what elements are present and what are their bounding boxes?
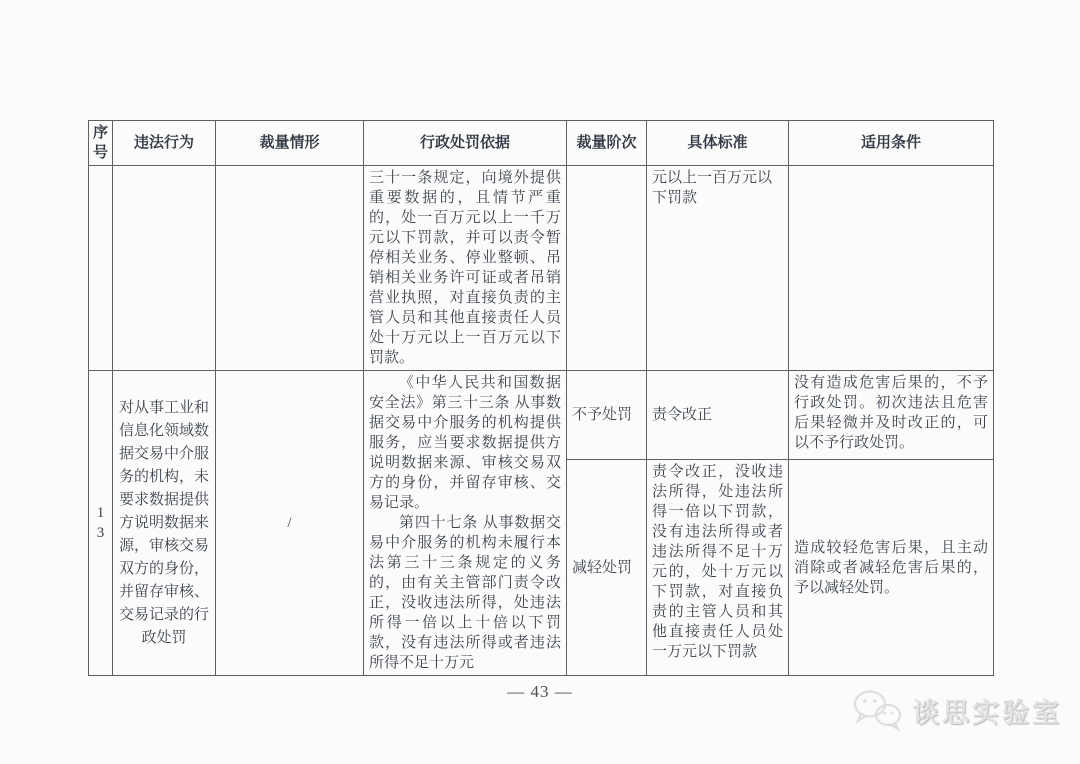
watermark-brand-text: 谈思实验室 [912, 697, 1062, 728]
watermark [852, 688, 1062, 732]
table-row-continuation [89, 166, 994, 371]
cell-serial-number: 13 [89, 371, 113, 676]
cell-condition-no-penalty: 没有造成危害后果的，不予行政处罚。初次违法且危害后果轻微并及时改正的，可以不予行政处罚。 [789, 371, 994, 460]
header-applicable-condition: 适用条件 [789, 121, 994, 166]
cell-condition-reduced-penalty: 造成较轻危害后果，且主动消除或者减轻危害后果的，予以减轻处罚。 [789, 460, 994, 676]
header-serial-number: 序号 [89, 121, 113, 166]
penalty-discretion-table [88, 120, 994, 676]
cell-tier-reduced-penalty: 减轻处罚 [567, 460, 647, 676]
header-discretion-situation: 裁量情形 [216, 121, 364, 166]
cell-tier-no-penalty: 不予处罚 [567, 371, 647, 460]
cell-discretion-situation: / [216, 371, 364, 676]
cell-serial-empty [89, 166, 113, 371]
cell-standard-no-penalty: 责令改正 [647, 371, 789, 460]
table-row-13-subrow-1 [89, 371, 994, 460]
table-header-row [89, 121, 994, 166]
header-specific-standard: 具体标准 [647, 121, 789, 166]
header-penalty-basis: 行政处罚依据 [364, 121, 567, 166]
cell-violation-empty [113, 166, 216, 371]
cell-situation-empty [216, 166, 364, 371]
header-violation: 违法行为 [113, 121, 216, 166]
penalty-basis-paragraph-2: 第四十七条 从事数据交易中介服务的机构未履行本法第三十三条规定的义务的，由有关主管部门责令改正，没收违法所得，处违法所得一倍以上十倍以下罚款，没有违法所得或者违法所得不足十万元 [369, 515, 561, 671]
wechat-bubbles-icon [852, 688, 904, 732]
page-number: — 43 — [507, 682, 573, 701]
cell-tier-empty [567, 166, 647, 371]
cell-specific-standard-continued: 元以上一百万元以下罚款 [647, 166, 789, 371]
penalty-basis-paragraph-1: 《中华人民共和国数据安全法》第三十三条 从事数据交易中介服务的机构提供服务，应当要求数据提供方说明数据来源、审核交易双方的身份，并留存审核、交易记录。 [369, 375, 561, 511]
header-discretion-tier: 裁量阶次 [567, 121, 647, 166]
cell-penalty-basis [364, 371, 567, 676]
cell-violation: 对从事工业和信息化领域数据交易中介服务的机构，未要求数据提供方说明数据来源，审核交易双方的身份，并留存审核、交易记录的行政处罚 [113, 371, 216, 676]
cell-penalty-basis-continued: 三十一条规定，向境外提供重要数据的，且情节严重的，处一百万元以上一千万元以下罚款，并可以责令暂停相关业务、停业整顿、吊销相关业务许可证或者吊销营业执照，对直接负责的主管人员和其他直接责任人员处十万元以上一百万元以下罚款。 [364, 166, 567, 371]
cell-condition-empty [789, 166, 994, 371]
cell-standard-reduced-penalty: 责令改正，没收违法所得，处违法所得一倍以下罚款，没有违法所得或者违法所得不足十万元的，处十万元以下罚款，对直接负责的主管人员和其他直接责任人员处一万元以下罚款 [647, 460, 789, 676]
